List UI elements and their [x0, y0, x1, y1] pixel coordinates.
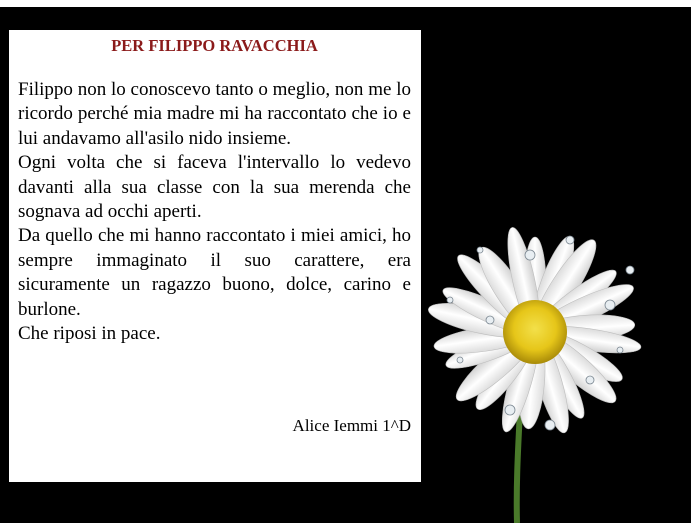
flower-center — [503, 300, 567, 364]
paragraph-3: Da quello che mi hanno raccontato i miei amici, ho sempre immaginato il suo carattere, era sicuramente un ragazzo buono, dolce, carino e burlone. — [18, 225, 411, 320]
water-drop — [486, 316, 494, 324]
daisy-icon — [420, 210, 691, 523]
water-drop — [545, 420, 555, 430]
water-drop — [505, 405, 515, 415]
text-panel — [9, 30, 421, 482]
water-drop — [477, 247, 483, 253]
water-drop — [566, 236, 574, 244]
stem — [517, 410, 520, 523]
water-drop — [617, 347, 623, 353]
signature: Alice Iemmi 1^D — [292, 416, 411, 435]
water-drop — [626, 266, 634, 274]
top-border — [0, 0, 691, 7]
paragraph-1: Filippo non lo conoscevo tanto o meglio, non me lo ricordo perché mia madre mi ha raccontato che io e lui andavamo all'asilo nido insieme. — [18, 79, 411, 149]
paragraph-2: Ogni volta che si faceva l'intervallo lo vedevo davanti alla sua classe con la sua merenda che sognava ad occhi aperti. — [18, 152, 411, 223]
water-drop — [457, 357, 463, 363]
water-drop — [525, 250, 535, 260]
paragraph-4: Che riposi in pace. — [18, 323, 161, 345]
water-drop — [605, 300, 615, 310]
water-drop — [447, 297, 453, 303]
water-drop — [586, 376, 594, 384]
page-title: PER FILIPPO RAVACCHIA — [111, 36, 318, 55]
